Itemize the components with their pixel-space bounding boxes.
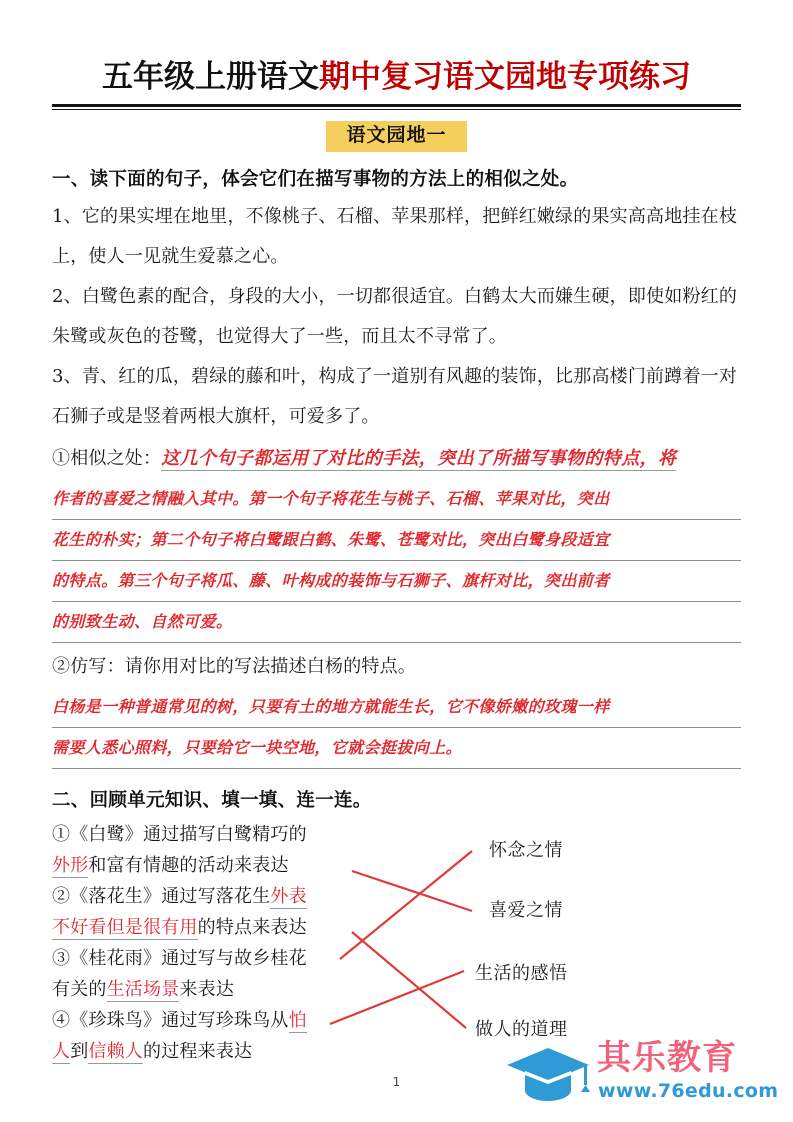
section-one-heading: 一、读下面的句子，体会它们在描写事物的方法上的相似之处。: [52, 168, 579, 190]
sentence-3: 3、青、红的瓜，碧绿的藤和叶，构成了一道别有风趣的装饰，比那高楼门前蹲着一对石狮子或是竖着两根大旗杆，可爱多了。: [52, 366, 738, 428]
item-1-answer-line-2: 作者的喜爱之情融入其中。第一个句子将花生与桃子、石榴、苹果对比，突出: [52, 479, 741, 520]
match-item-4-answer-a: 怕: [288, 1010, 307, 1031]
item-1-label: ①相似之处：: [52, 448, 162, 470]
match-item-2-text: ②《落花生》通过写落花生: [52, 886, 271, 907]
match-item-4-text: ④《珍珠鸟》通过写珍珠鸟从: [52, 1010, 289, 1031]
match-item-3-line-1: [52, 943, 382, 974]
page-number: 1: [392, 1075, 401, 1089]
match-item-1-line-1: [52, 819, 382, 850]
item-2-label: ②仿写：请你用对比的写法描述白杨的特点。: [52, 656, 416, 678]
match-item-1-line-2: [52, 850, 382, 881]
section-banner: 语文园地一: [326, 121, 466, 152]
item-1-answer-line-5: 的别致生动、自然可爱。: [52, 602, 741, 643]
match-item-3-text-post: 来表达: [179, 979, 235, 1000]
match-item-3-text: ③《桂花雨》通过写与故乡桂花: [52, 948, 307, 969]
match-item-2-text-post: 的特点来表达: [197, 917, 307, 938]
match-item-1-answer: 外形: [52, 855, 89, 876]
page-title-red: 期中复习语文园地专项练习: [319, 59, 691, 95]
item-2-answer-line-2: 需要人悉心照料，只要给它一块空地，它就会挺拔向上。: [52, 728, 741, 769]
matching-left-column: [52, 819, 382, 1067]
sentence-2: 2、白鹭色素的配合，身段的大小，一切都很适宜。白鹤太大而嫌生硬，即使如粉红的朱鹭或灰色的苍鹭，也觉得大了一些，而且太不寻常了。: [52, 286, 738, 348]
match-item-4-mid: 到: [70, 1041, 89, 1062]
item-1-answer-block: [52, 439, 741, 479]
match-item-4-answer-c: 信赖人: [88, 1041, 144, 1062]
match-item-4-answer-b: 人: [52, 1041, 71, 1062]
logo-name: 其乐教育: [597, 1038, 737, 1078]
graduation-cap-icon: [505, 1044, 591, 1106]
match-item-4-line-2: [52, 1036, 382, 1067]
page-title-black: 五年级上册语文: [102, 59, 319, 95]
item-1-answer-line-4: 的特点。第三个句子将瓜、藤、叶构成的装饰与石狮子、旗杆对比，突出前者: [52, 561, 741, 602]
match-item-1-text-post: 和富有情趣的活动来表达: [88, 855, 289, 876]
match-item-2-line-1: [52, 881, 382, 912]
match-item-4-line-1: [52, 1005, 382, 1036]
match-item-3-line-2: [52, 974, 382, 1005]
item-1-answer-line-1: 这几个句子都运用了对比的手法，突出了所描写事物的特点，将: [161, 448, 677, 470]
sentence-1: 1、它的果实埋在地里，不像桃子、石榴、苹果那样，把鲜红嫩绿的果实高高地挂在枝上，使人一见就生爱慕之心。: [52, 206, 738, 268]
match-option-3: 生活的感悟: [475, 963, 568, 984]
section-two-heading: 二、回顾单元知识、填一填、连一连。: [52, 790, 372, 812]
logo-url: www.76edu.com: [598, 1080, 779, 1102]
brand-logo: [505, 1038, 779, 1112]
match-item-2-answer-b: 不好看但是很有用: [52, 917, 198, 938]
match-option-4: 做人的道理: [475, 1019, 568, 1040]
page-title: [52, 0, 741, 97]
title-divider: [52, 104, 741, 110]
match-item-3-answer: 生活场景: [106, 979, 180, 1000]
section-banner-wrap: [52, 121, 741, 152]
match-item-2-line-2: [52, 912, 382, 943]
item-2-answer-line-1: 白杨是一种普通常见的树，只要有土的地方就能生长，它不像娇嫩的玫瑰一样: [52, 687, 741, 728]
match-option-2: 喜爱之情: [489, 900, 563, 921]
match-item-1-text: ①《白鹭》通过描写白鹭精巧的: [52, 824, 307, 845]
match-item-3-text-pre: 有关的: [52, 979, 107, 1000]
match-item-2-answer-a: 外表: [270, 886, 307, 907]
item-1-answer-line-3: 花生的朴实；第二个句子将白鹭跟白鹤、朱鹭、苍鹭对比，突出白鹭身段适宜: [52, 520, 741, 561]
match-option-1: 怀念之情: [489, 840, 563, 861]
match-item-4-text-post: 的过程来表达: [143, 1041, 253, 1062]
